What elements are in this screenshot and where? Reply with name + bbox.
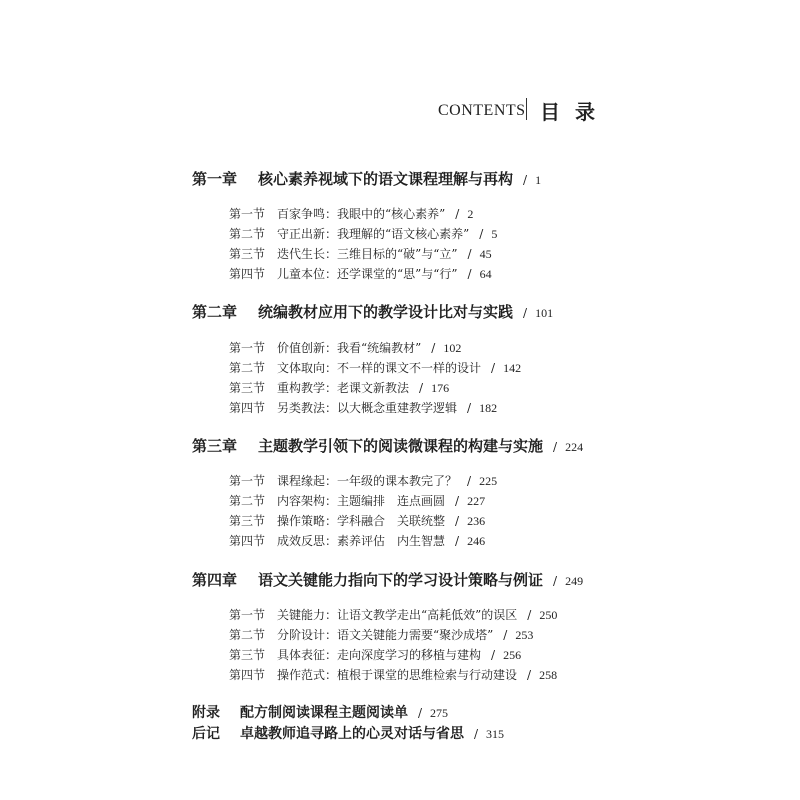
section-title: 重构教学：老课文新教法 [277, 381, 410, 395]
chapter-2-section-2[interactable]: 第二节 文体取向：不一样的课文不一样的设计 / 142 [229, 361, 522, 375]
page-number: 258 [539, 668, 558, 682]
contents-title-en: CONTENTS [438, 102, 526, 119]
chapter-title: 语文关键能力指向下的学习设计策略与例证 [258, 571, 544, 589]
section-title: 价值创新：我看“统编教材” [277, 341, 422, 355]
contents-title-cn: 目 录 [540, 100, 599, 124]
page-number: 182 [479, 401, 498, 415]
section-number: 第二节 [229, 227, 266, 241]
chapter-number: 第一章 [192, 170, 238, 188]
chapter-2-section-1[interactable]: 第一节 价值创新：我看“统编教材” / 102 [229, 341, 462, 355]
chapter-4-section-4[interactable]: 第四节 操作范式：植根于课堂的思维检索与行动建设 / 258 [229, 668, 558, 682]
extra-label: 附录 [192, 705, 220, 721]
afterword-entry[interactable]: 后记 卓越教师追寻路上的心灵对话与省思 / 315 [192, 723, 504, 743]
page-number: 250 [539, 608, 558, 622]
section-number: 第三节 [229, 381, 266, 395]
page-number: 224 [565, 440, 584, 454]
section-title: 操作范式：植根于课堂的思维检索与行动建设 [277, 668, 518, 682]
section-number: 第三节 [229, 247, 266, 261]
section-number: 第一节 [229, 608, 266, 622]
section-title: 关键能力：让语文教学走出“高耗低效”的误区 [277, 608, 518, 622]
chapter-4-section-3[interactable]: 第三节 具体表征：走向深度学习的移植与建构 / 256 [229, 648, 522, 662]
section-title: 成效反思：素养评估 内生智慧 [277, 534, 446, 548]
extra-label: 后记 [192, 726, 220, 742]
chapter-4-section-1[interactable]: 第一节 关键能力：让语文教学走出“高耗低效”的误区 / 250 [229, 608, 558, 622]
page-number: 275 [430, 706, 449, 720]
section-number: 第四节 [229, 668, 266, 682]
section-number: 第二节 [229, 494, 266, 508]
chapter-4-section-2[interactable]: 第二节 分阶设计：语文关键能力需要“聚沙成塔” / 253 [229, 628, 534, 642]
section-title: 课程缘起：一年级的课本教完了？ [277, 474, 458, 488]
page-number: 176 [431, 381, 450, 395]
page-number: 315 [486, 727, 505, 741]
chapter-number: 第三章 [192, 437, 238, 455]
chapter-1-section-1[interactable]: 第一节 百家争鸣：我眼中的“核心素养” / 2 [229, 207, 474, 221]
chapter-3-section-3[interactable]: 第三节 操作策略：学科融合 关联统整 / 236 [229, 514, 486, 528]
section-number: 第四节 [229, 401, 266, 415]
page-number: 101 [535, 306, 554, 320]
page-number: 236 [467, 514, 486, 528]
page-number: 227 [467, 494, 486, 508]
section-number: 第二节 [229, 361, 266, 375]
extra-title: 卓越教师追寻路上的心灵对话与省思 [240, 726, 464, 742]
section-title: 具体表征：走向深度学习的移植与建构 [277, 648, 482, 662]
section-title: 另类教法：以大概念重建教学逻辑 [277, 401, 458, 415]
chapter-title: 主题教学引领下的阅读微课程的构建与实施 [258, 437, 544, 455]
chapter-1-entry[interactable]: 第一章 核心素养视域下的语文课程理解与再构 / 1 [192, 170, 542, 188]
section-title: 内容架构：主题编排 连点画圆 [277, 494, 446, 508]
page-number: 5 [491, 227, 498, 241]
page-number: 225 [479, 474, 498, 488]
chapter-3-section-2[interactable]: 第二节 内容架构：主题编排 连点画圆 / 227 [229, 494, 486, 508]
page-number: 246 [467, 534, 486, 548]
chapter-number: 第二章 [192, 303, 238, 321]
chapter-2-section-4[interactable]: 第四节 另类教法：以大概念重建教学逻辑 / 182 [229, 401, 498, 415]
page-number: 249 [565, 574, 584, 588]
chapter-1-section-3[interactable]: 第三节 迭代生长：三维目标的“破”与“立” / 45 [229, 247, 492, 261]
section-title: 分阶设计：语文关键能力需要“聚沙成塔” [277, 628, 494, 642]
page-number: 253 [515, 628, 534, 642]
section-title: 儿童本位：还学课堂的“思”与“行” [277, 267, 458, 281]
section-title: 操作策略：学科融合 关联统整 [277, 514, 446, 528]
section-number: 第一节 [229, 474, 266, 488]
section-title: 百家争鸣：我眼中的“核心素养” [277, 207, 446, 221]
page-number: 45 [479, 247, 492, 261]
chapter-2-entry[interactable]: 第二章 统编教材应用下的教学设计比对与实践 / 101 [192, 303, 554, 321]
chapter-2-section-3[interactable]: 第三节 重构教学：老课文新教法 / 176 [229, 381, 450, 395]
section-title: 守正出新：我理解的“语文核心素养” [277, 227, 470, 241]
section-title: 文体取向：不一样的课文不一样的设计 [277, 361, 482, 375]
chapter-3-section-4[interactable]: 第四节 成效反思：素养评估 内生智慧 / 246 [229, 534, 486, 548]
chapter-4-entry[interactable]: 第四章 语文关键能力指向下的学习设计策略与例证 / 249 [192, 571, 584, 589]
section-number: 第三节 [229, 514, 266, 528]
section-title: 迭代生长：三维目标的“破”与“立” [277, 247, 458, 261]
section-number: 第二节 [229, 628, 266, 642]
page-number: 64 [479, 267, 492, 281]
chapter-number: 第四章 [192, 571, 238, 589]
page-number: 256 [503, 648, 522, 662]
extra-title: 配方制阅读课程主题阅读单 [240, 705, 408, 721]
page-number: 142 [503, 361, 522, 375]
page-number: 1 [535, 173, 542, 187]
chapter-3-section-1[interactable]: 第一节 课程缘起：一年级的课本教完了？ / 225 [229, 474, 498, 488]
chapter-3-entry[interactable]: 第三章 主题教学引领下的阅读微课程的构建与实施 / 224 [192, 437, 584, 455]
page-number: 102 [443, 341, 462, 355]
chapter-title: 核心素养视域下的语文课程理解与再构 [258, 170, 514, 188]
chapter-1-section-2[interactable]: 第二节 守正出新：我理解的“语文核心素养” / 5 [229, 227, 498, 241]
appendix-entry[interactable]: 附录 配方制阅读课程主题阅读单 / 275 [192, 702, 448, 722]
chapter-1-section-4[interactable]: 第四节 儿童本位：还学课堂的“思”与“行” / 64 [229, 267, 492, 281]
chapter-title: 统编教材应用下的教学设计比对与实践 [258, 303, 514, 321]
section-number: 第一节 [229, 207, 266, 221]
section-number: 第一节 [229, 341, 266, 355]
section-number: 第三节 [229, 648, 266, 662]
section-number: 第四节 [229, 534, 266, 548]
page-number: 2 [467, 207, 474, 221]
section-number: 第四节 [229, 267, 266, 281]
